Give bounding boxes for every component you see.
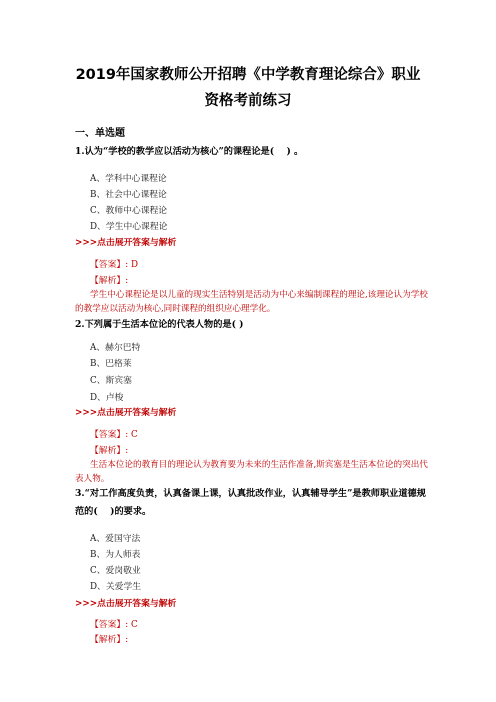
question-2-option-d[interactable]: D、卢梭 (90, 393, 124, 403)
question-1-analysis-label: 【解析】: (90, 276, 129, 286)
document-title-line-2: 资格考前练习 (204, 93, 292, 109)
question-2-option-c[interactable]: C、斯宾塞 (90, 376, 132, 386)
question-1-option-a[interactable]: A、学科中心课程论 (90, 174, 167, 184)
question-1-stem: 1.认为“学校的教学应以活动为核心”的课程论是( ) 。 (75, 146, 304, 157)
question-2-answer: 【答案】: C (90, 430, 138, 440)
question-2-stem: 2.下列属于生活本位论的代表人物的是( ) (75, 319, 244, 330)
question-3-option-b[interactable]: B、为人师表 (90, 550, 141, 560)
question-3-stem: 3.“对工作高度负责，认真备课上课，认真批改作业，认真辅导学生”是教师职业道德规范的( )的要求。 (75, 488, 426, 517)
question-3-answer: 【答案】: C (90, 620, 138, 630)
question-3-analysis-label: 【解析】: (90, 635, 129, 645)
question-3-option-c[interactable]: C、爱岗敬业 (90, 566, 141, 576)
question-3-option-a[interactable]: A、爱国守法 (90, 534, 141, 544)
question-3-option-d[interactable]: D、关爱学生 (90, 582, 142, 592)
question-1-option-b[interactable]: B、社会中心课程论 (90, 190, 167, 200)
question-1-answer: 【答案】: D (90, 260, 139, 270)
question-1-option-c[interactable]: C、教师中心课程论 (90, 206, 168, 216)
question-1-analysis: 学生中心课程论是以儿童的现实生活特别是活动为中心来编制课程的理论,该理论认为学校的教学应以活动为核心,同时课程的组织应心理学化。 (75, 290, 428, 314)
question-2-analysis: 生活本位论的教育目的理论认为教育要为未来的生活作准备,斯宾塞是生活本位论的突出代表人物。 (75, 460, 428, 484)
section-heading: 一、单选题 (75, 128, 125, 139)
question-3-toggle-answer-link[interactable]: >>>点击展开答案与解析 (75, 599, 177, 609)
question-1-toggle-answer-link[interactable]: >>>点击展开答案与解析 (75, 238, 177, 248)
question-1-option-d[interactable]: D、学生中心课程论 (90, 222, 168, 232)
question-2-option-a[interactable]: A、赫尔巴特 (90, 343, 141, 353)
question-2-analysis-label: 【解析】: (90, 446, 129, 456)
question-2-option-b[interactable]: B、巴格莱 (90, 359, 132, 369)
document-title-line-1: 2019年国家教师公开招聘《中学教育理论综合》职业 (75, 67, 421, 83)
question-2-toggle-answer-link[interactable]: >>>点击展开答案与解析 (75, 408, 177, 418)
